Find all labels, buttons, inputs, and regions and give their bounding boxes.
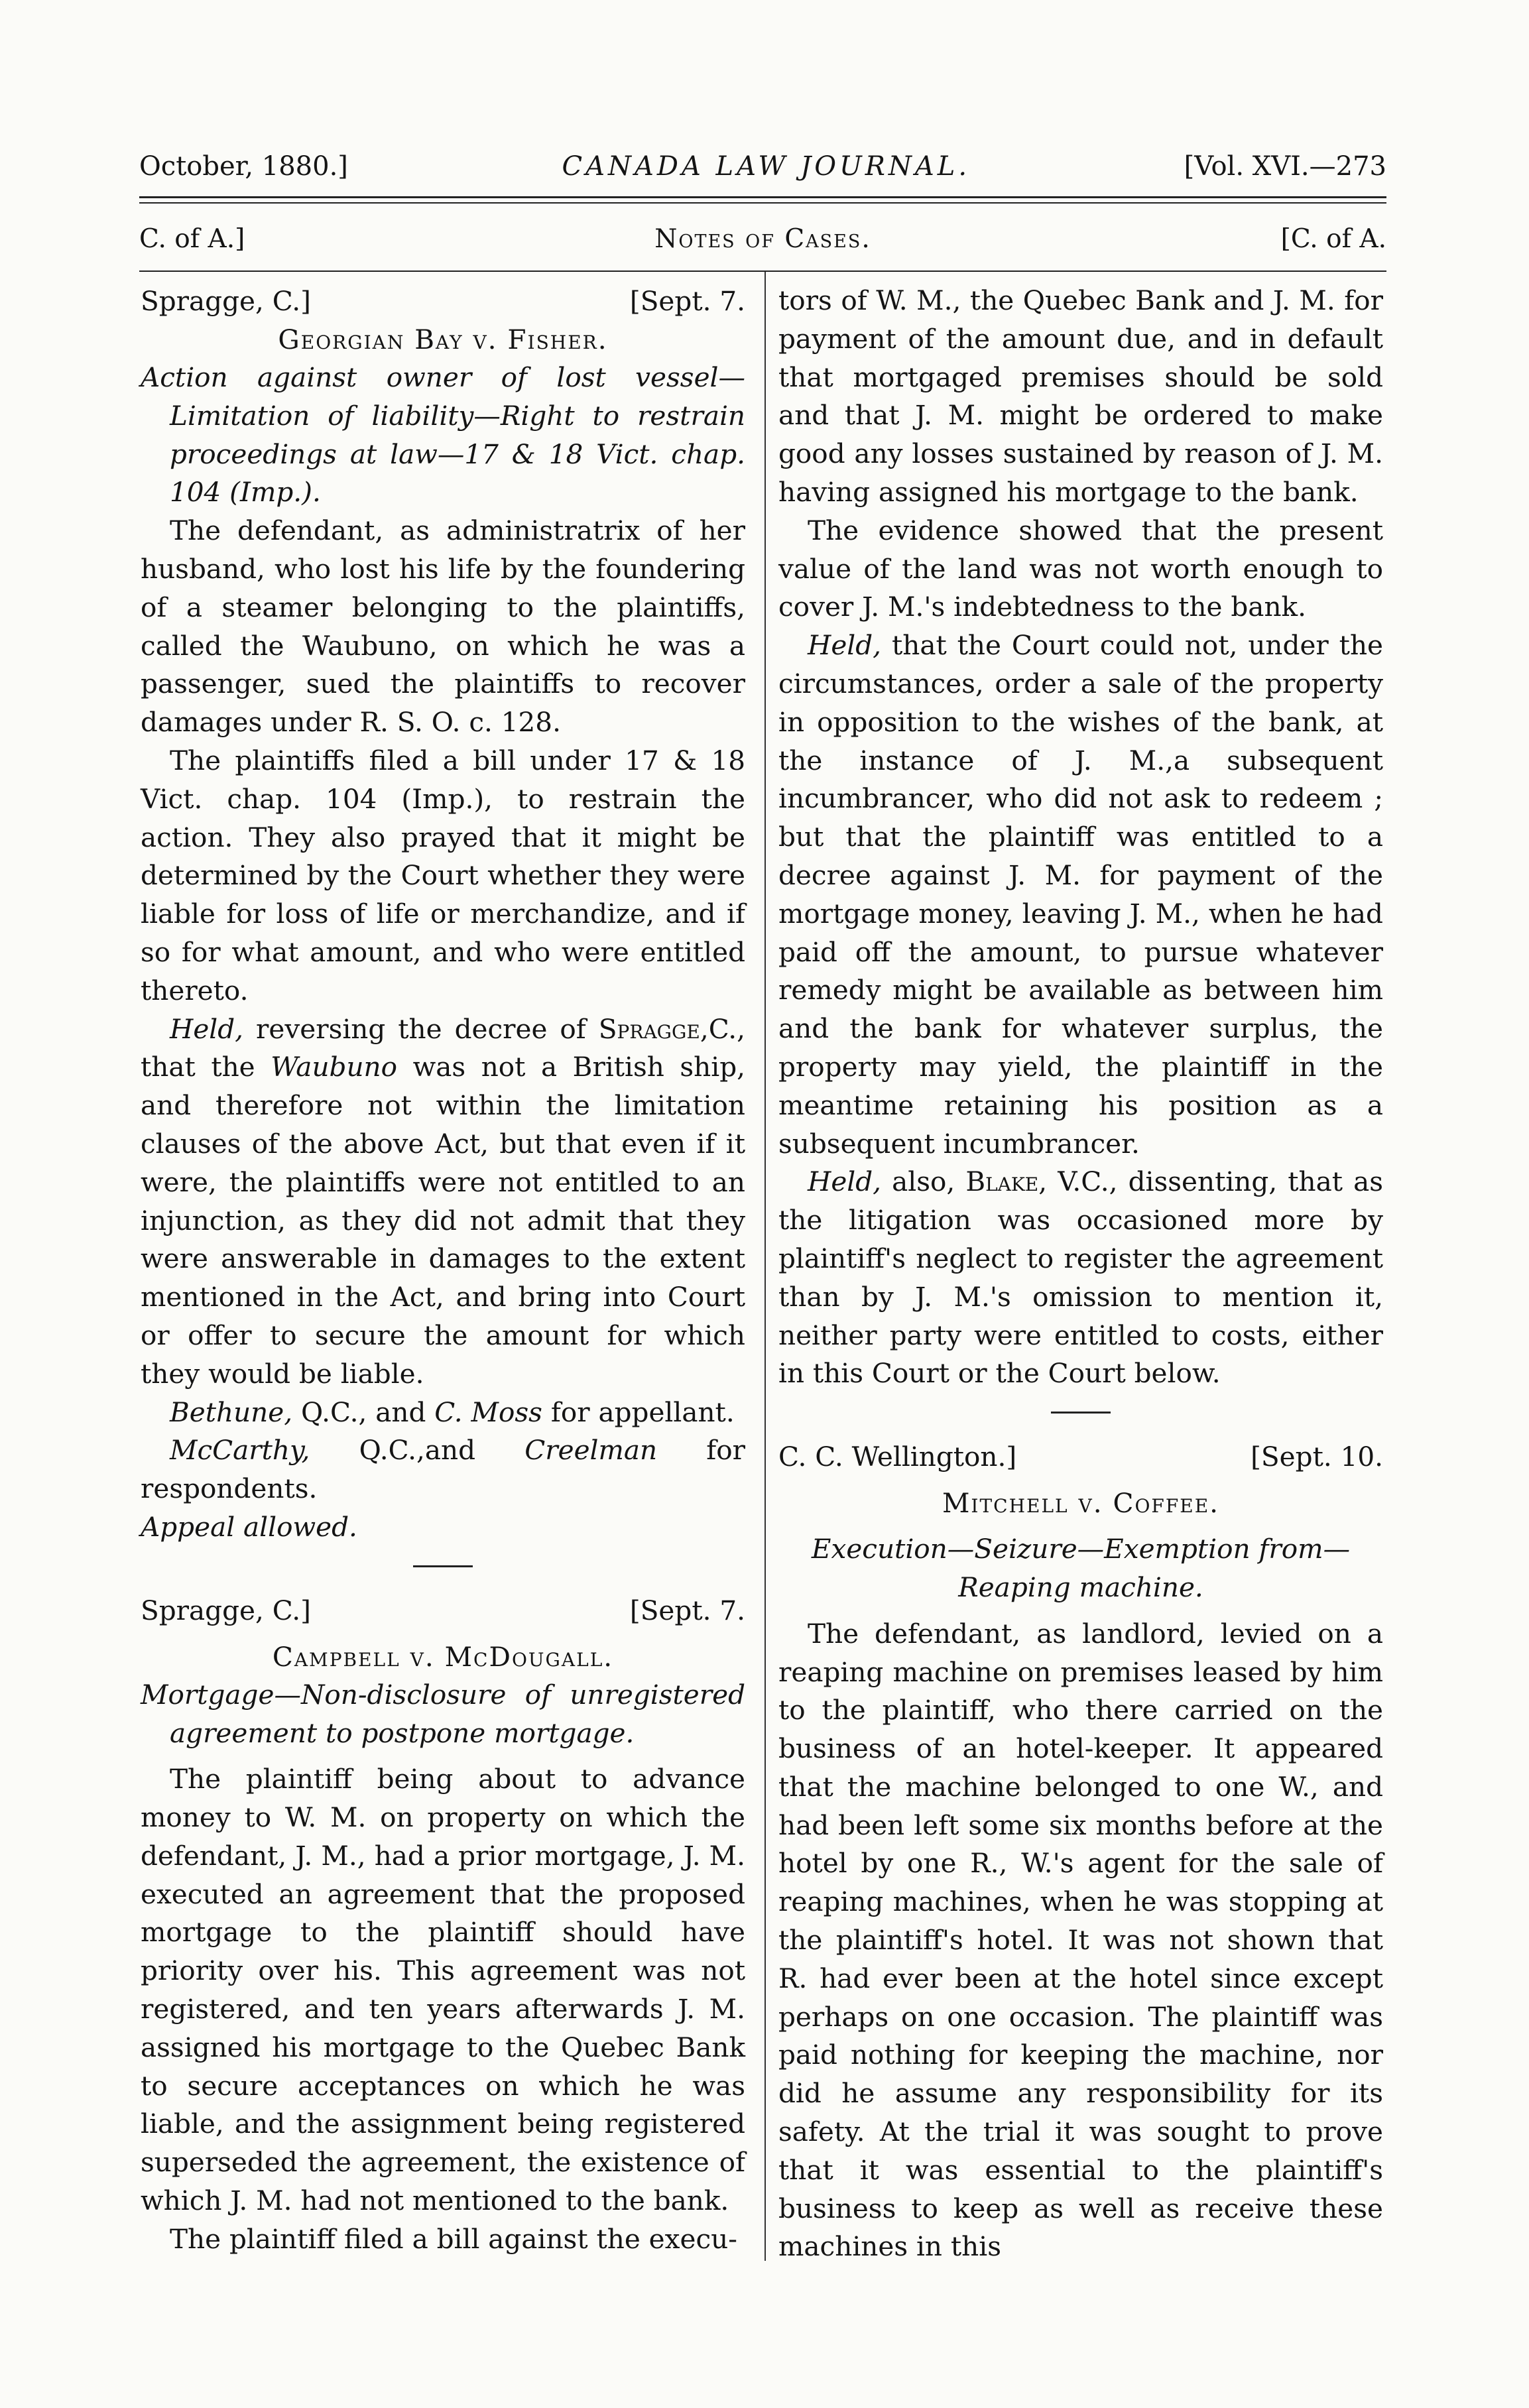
holding-text: was not a British ship, and therefore not within the limitation clauses of the above Act, but that even if it were, the plaintiffs were not entitled to an injunction, as they did not admit that they were answerable in damages to the extent mentioned in the Act, and bring into Court or offer to secure the amount for which they would be liable. xyxy=(141,1051,746,1390)
section-title: Notes of Cases. xyxy=(654,224,871,254)
case-date: [Sept. 7. xyxy=(629,285,745,317)
holding-text: also, xyxy=(892,1166,955,1198)
case-paragraph xyxy=(778,1615,1383,2267)
case-title: Georgian Bay v. Fisher. xyxy=(278,324,608,355)
case-headnote: Mortgage—Non-disclosure of unregistered agreement to postpone mortgage. xyxy=(141,1678,745,1749)
section-rule xyxy=(139,271,1386,272)
held-label: Held, xyxy=(170,1012,244,1045)
headnote-line: Reaping machine. xyxy=(958,1571,1203,1603)
counsel-text: Q.C.,and xyxy=(359,1434,476,1467)
case-headnote xyxy=(778,1530,1383,1607)
case-judge: Spragge, C.] xyxy=(141,1594,311,1626)
paragraph-text: The defendant, as landlord, levied on a reaping machine on premises leased by him to the plaintiff, who there carried on the business of an hotel-keeper. It appeared that the machine belonged to one W., and had been left some six months before at the hotel by one R., W.'s agent for the sale of reaping machines, when he was stopping at the plaintiff's hotel. It was not shown that R. had ever been at the hotel since except perhaps on one occasion. The plaintiff was paid nothing for keeping the machine, nor did he assume any responsibility for its safety. At the trial it was sought to prove that it was essential to the plaintiff's business to keep as well as receive these machines in this xyxy=(778,1617,1383,2263)
case-mitchell xyxy=(778,1437,1383,2266)
case-holding xyxy=(141,1010,745,1394)
paragraph-text: The plaintiff being about to advance money to W. M. on property on which the defendant, J. M., had a prior mortgage, J. M. executed an agreement that the proposed mortgage to the plaintiff should have priority over his. This agreement was not registered, and ten years afterwards J. M. assigned his mortgage to the Quebec Bank to secure acceptances on which he was liable, and the assignment being registered superseded the agreement, the existence of which J. M. had not mentioned to the bank. xyxy=(141,1763,745,2217)
running-head-date: October, 1880.] xyxy=(139,151,348,182)
counsel-text: for appellant. xyxy=(550,1396,735,1428)
counsel-text: for respondents. xyxy=(141,1434,746,1505)
case-date: [Sept. 10. xyxy=(1251,1441,1383,1473)
holding-text: C., that the xyxy=(141,1012,746,1083)
case-holding xyxy=(778,1163,1383,1393)
counsel-name: Creelman xyxy=(524,1434,658,1467)
counsel-line xyxy=(141,1431,745,1508)
counsel-name: C. Moss xyxy=(434,1396,542,1428)
right-column xyxy=(778,282,1383,2271)
case-paragraph xyxy=(778,512,1383,627)
running-head xyxy=(139,151,1386,198)
counsel-text: Q.C., and xyxy=(300,1396,426,1428)
paragraph-text: The evidence showed that the present value of the land was not worth enough to cover J. M.'s indebtedness to the bank. xyxy=(778,514,1383,623)
case-paragraph xyxy=(141,512,745,742)
header-rule-thin xyxy=(139,202,1386,204)
held-label: Held, xyxy=(808,629,882,662)
volume-page-number: [Vol. XVI.—273 xyxy=(1184,151,1386,182)
column-divider xyxy=(764,272,766,2261)
holding-text: V.C., dissenting, that as the litigation was occasioned more by plaintiff's neglect to register the agreement than by J. M.'s omission to mention it, neither party were entitled to costs, either in this Court or the Court below. xyxy=(778,1166,1384,1390)
case-header xyxy=(141,282,745,320)
paragraph-text: tors of W. M., the Quebec Bank and J. M. for payment of the amount due, and in default that mortgaged premises should be sold and that J. M. might be ordered to make good any losses sustained by reason of J. M. having assigned his mortgage to the bank. xyxy=(778,284,1383,508)
case-georgian-bay xyxy=(141,282,745,1547)
judge-name: Spragge, xyxy=(598,1012,709,1045)
headnote-line: Execution—Seizure—Exemption from— xyxy=(811,1533,1351,1565)
case-headnote: Action against owner of lost vessel—Limitation of liability—Right to restrain proceedings at law—17 & 18 Vict. chap. 104 (Imp.). xyxy=(141,361,745,509)
judge-name: Blake, xyxy=(965,1166,1048,1198)
case-title: Mitchell v. Coffee. xyxy=(942,1487,1220,1520)
holding-text: reversing the decree of xyxy=(256,1012,586,1045)
journal-title: CANADA LAW JOURNAL. xyxy=(562,151,971,182)
holding-text: that the Court could not, under the circumstances, order a sale of the property in opposition to the wishes of the bank, at the instance of J. M.,a subsequent incumbrancer, who did not ask to redeem ; but that the plaintiff was entitled to a decree against J. M. for payment of the mortgage money, leaving J. M., when he had paid off the amount, to pursue whatever remedy might be available as between him and the bank for whatever surplus, the property may yield, the plaintiff in the meantime retaining his position as a subsequent incumbrancer. xyxy=(778,629,1383,1160)
counsel-line xyxy=(141,1394,745,1432)
case-paragraph xyxy=(778,282,1383,512)
counsel-name: Bethune, xyxy=(170,1396,293,1428)
case-campbell-continued xyxy=(778,282,1383,1393)
court-left: C. of A.] xyxy=(139,224,245,254)
left-column xyxy=(141,282,745,2271)
case-separator xyxy=(1051,1412,1111,1414)
held-label: Held, xyxy=(808,1166,882,1198)
section-head xyxy=(139,224,1386,264)
case-paragraph xyxy=(141,1760,745,2220)
case-header xyxy=(141,1591,745,1630)
header-rule-thick xyxy=(139,196,1386,198)
case-header xyxy=(778,1437,1383,1476)
court-right: [C. of A. xyxy=(1280,224,1386,254)
case-date: [Sept. 7. xyxy=(629,1594,745,1626)
case-campbell xyxy=(141,1591,745,2259)
case-judge: C. C. Wellington.] xyxy=(778,1441,1017,1473)
case-separator xyxy=(413,1565,473,1567)
case-judge: Spragge, C.] xyxy=(141,285,311,317)
paragraph-text: The plaintiff filed a bill against the execu- xyxy=(170,2222,737,2255)
case-holding xyxy=(778,627,1383,1163)
paragraph-text: The plaintiffs filed a bill under 17 & 18 Vict. chap. 104 (Imp.), to restrain the action. They also prayed that it might be determined by the Court whether they were liable for loss of life or merchandize, and if so for what amount, and who were entitled thereto. xyxy=(141,744,745,1006)
paragraph-text: The defendant, as administratrix of her husband, who lost his life by the foundering of a steamer belonging to the plaintiffs, called the Waubuno, on which he was a passenger, sued the plaintiffs to recover damages under R. S. O. c. 128. xyxy=(141,514,745,739)
case-paragraph xyxy=(141,2220,745,2259)
counsel-name: McCarthy, xyxy=(170,1434,310,1467)
case-paragraph xyxy=(141,742,745,1010)
case-title: Campbell v. McDougall. xyxy=(272,1640,614,1673)
case-result: Appeal allowed. xyxy=(141,1510,357,1543)
vessel-name: Waubuno xyxy=(271,1051,398,1083)
